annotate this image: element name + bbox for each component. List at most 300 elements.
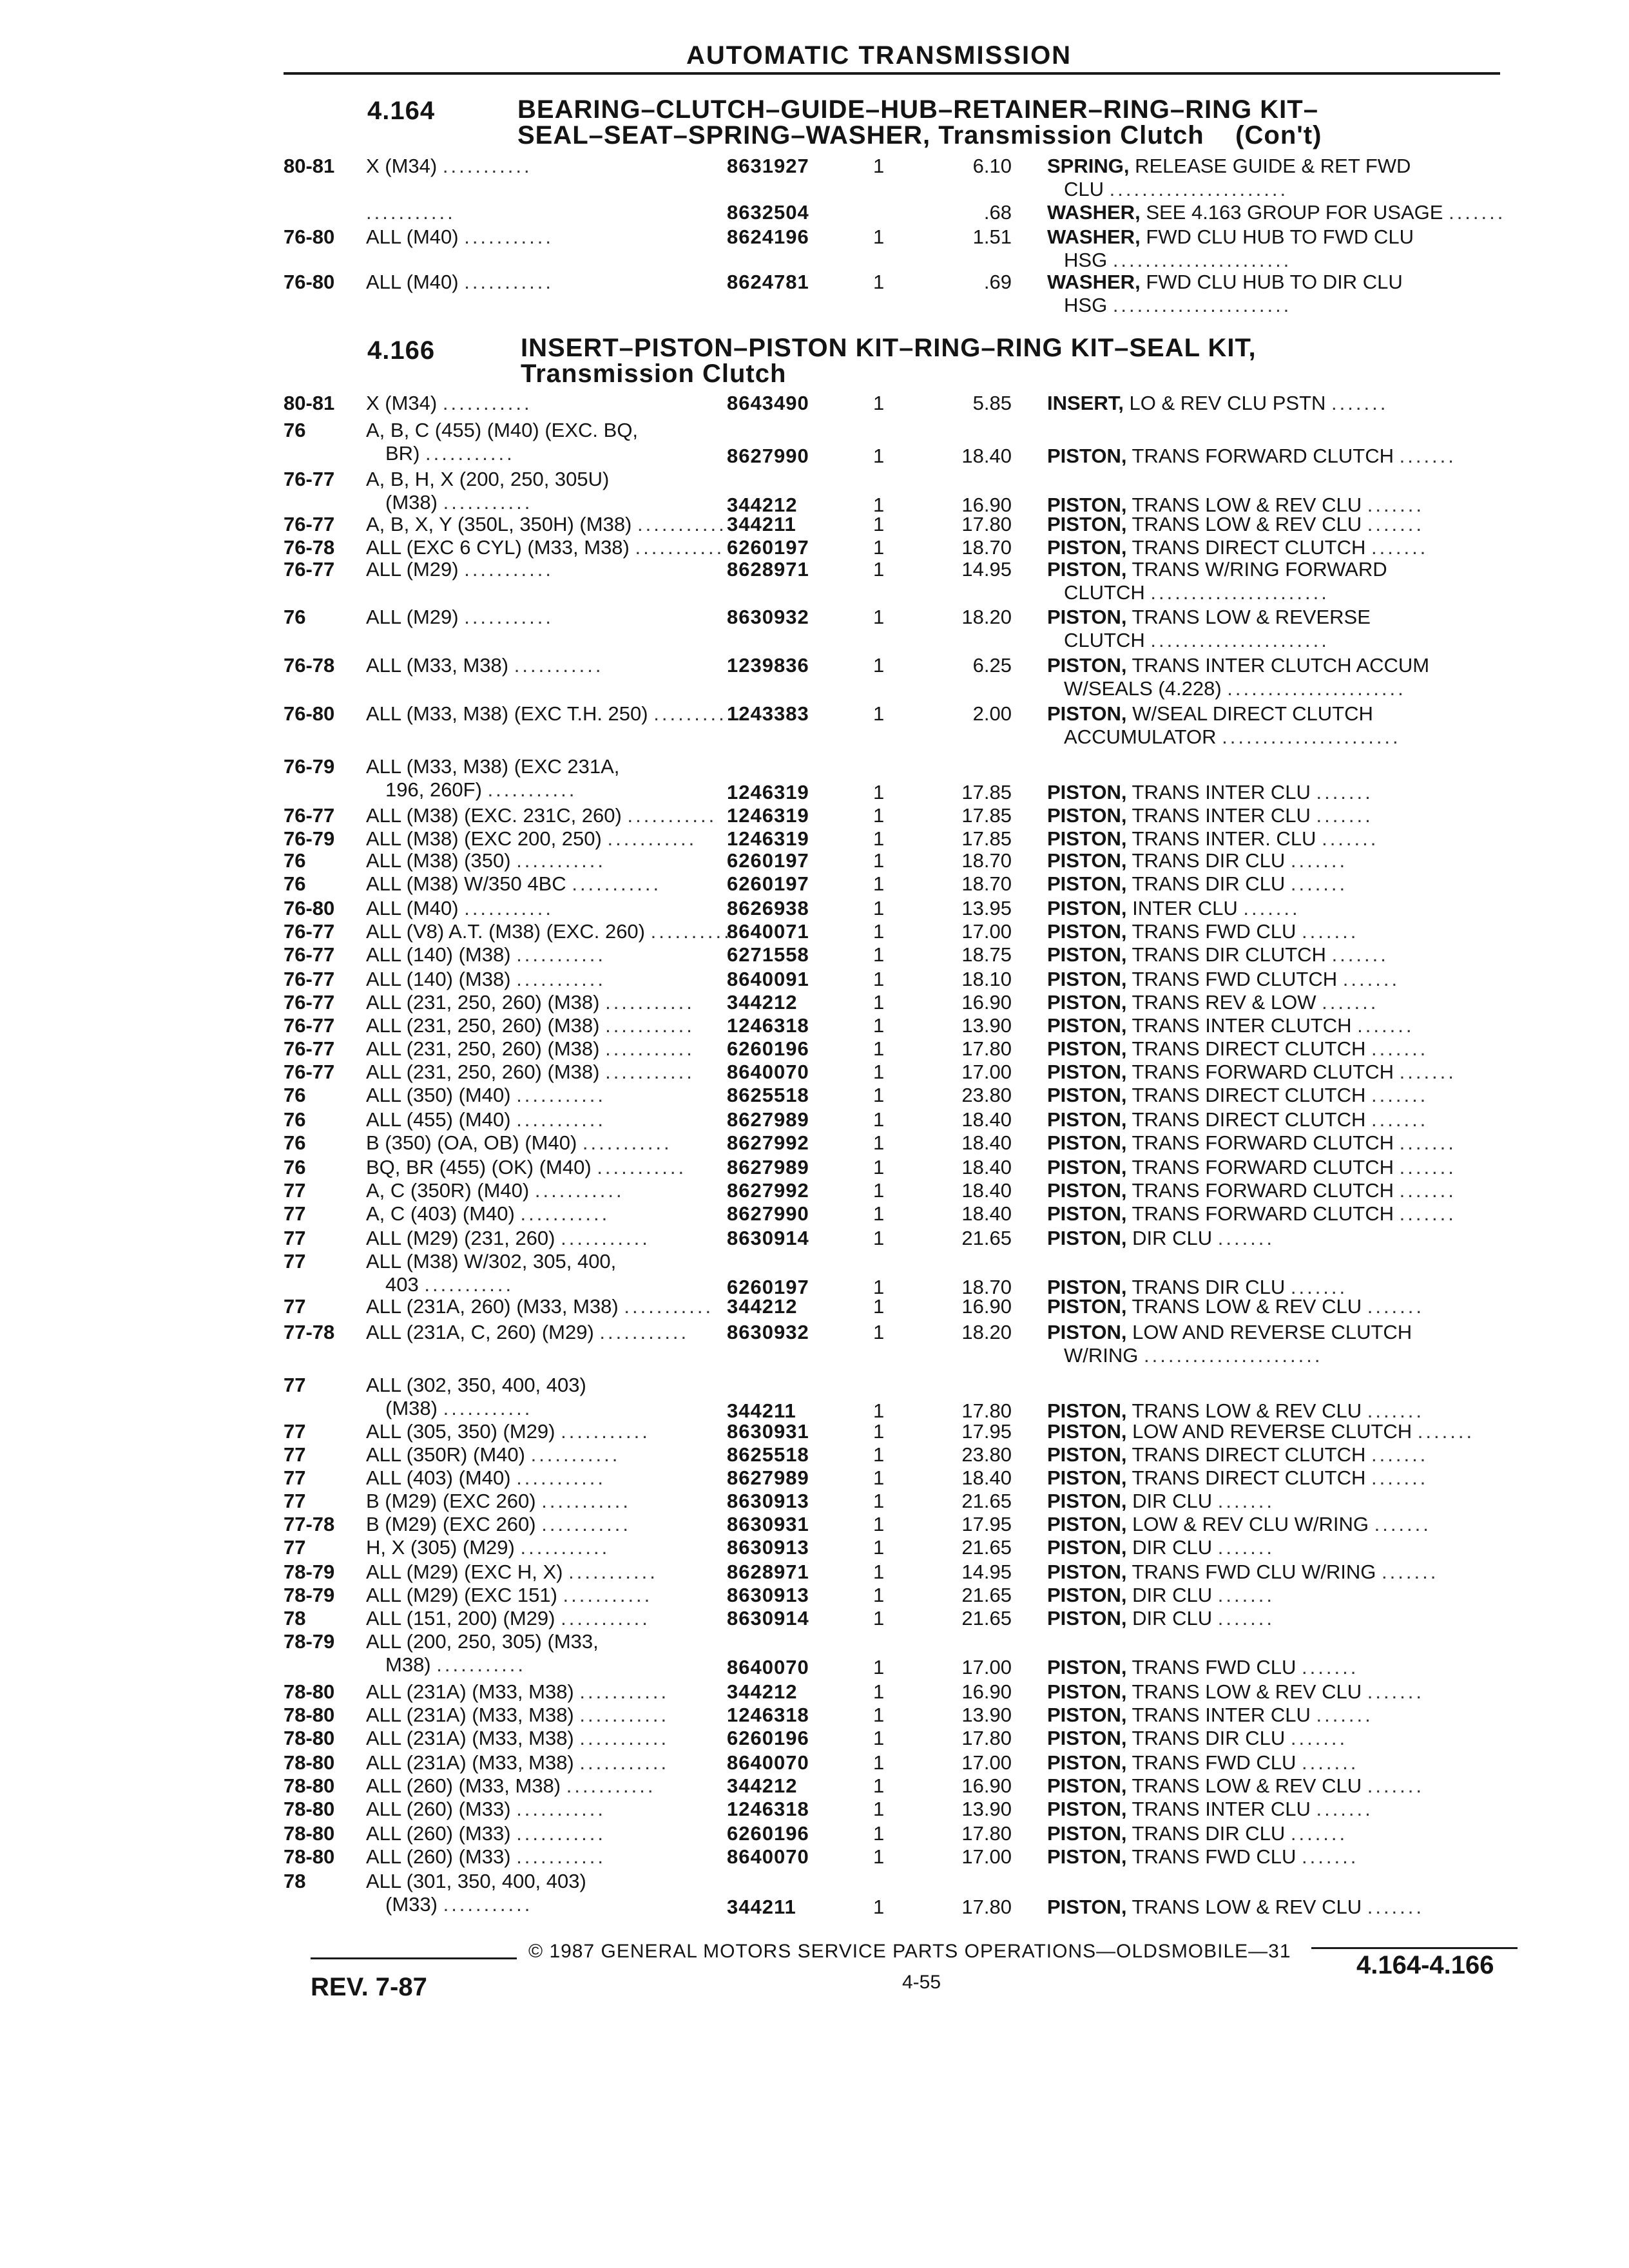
section-title (521, 335, 1257, 387)
part-number: 8640070 (727, 1845, 809, 1868)
description: PISTON, TRANS FORWARD CLUTCH ....... (1047, 445, 1456, 467)
part-name: WASHER, (1047, 271, 1141, 293)
description: PISTON, DIR CLU ....... (1047, 1584, 1275, 1606)
part-name: PISTON, (1047, 1584, 1127, 1606)
application-line1: ALL (200, 250, 305) (M33, (366, 1630, 599, 1653)
quantity: 1 (873, 271, 885, 293)
price: 16.90 (961, 1295, 1012, 1318)
application: ALL (140) (M38) ........... (366, 943, 606, 966)
description-line1: TRANS DIRECT CLUTCH (1132, 536, 1366, 559)
application: ALL (302, 350, 400, 403) (M38) ........... (366, 1374, 586, 1419)
description: PISTON, TRANS FORWARD CLUTCH ....... (1047, 1061, 1456, 1083)
part-name: PISTON, (1047, 1276, 1127, 1298)
part-number: 8640071 (727, 920, 809, 943)
application: A, C (403) (M40) ........... (366, 1202, 610, 1225)
application-line1: ALL (M29) (366, 558, 459, 581)
application-line1: A, B, H, X (200, 250, 305U) (366, 468, 610, 490)
part-name: PISTON, (1047, 1680, 1127, 1703)
price: 18.20 (961, 606, 1012, 628)
quantity: 1 (873, 1822, 885, 1845)
parts-row (0, 419, 1629, 470)
application: ALL (231, 250, 260) (M38) ........... (366, 991, 695, 1014)
quantity: 1 (873, 920, 885, 943)
part-number: 8624781 (727, 271, 809, 293)
description: PISTON, TRANS FORWARD CLUTCH ....... (1047, 1202, 1456, 1225)
quantity: 1 (873, 1399, 885, 1422)
model-year: 78-80 (284, 1822, 335, 1845)
part-name: PISTON, (1047, 1295, 1127, 1318)
application-line1: ALL (260) (M33) (366, 1845, 511, 1868)
description-line1: TRANS LOW & REV CLU (1132, 1774, 1362, 1797)
price: 17.85 (961, 827, 1012, 850)
section-number: 4.166 (367, 336, 436, 365)
price: 16.90 (961, 991, 1012, 1014)
part-number: 6260197 (727, 1276, 809, 1298)
model-year: 76-77 (284, 558, 335, 581)
model-year: 78-79 (284, 1584, 335, 1606)
parts-row (0, 1870, 1629, 1921)
quantity: 1 (873, 849, 885, 872)
price: 18.40 (961, 1156, 1012, 1178)
application: ALL (301, 350, 400, 403) (M33) ........... (366, 1870, 586, 1916)
part-number: 8628971 (727, 558, 809, 581)
application-line1: A, B, X, Y (350L, 350H) (M38) (366, 513, 632, 535)
description-line1: DIR CLU (1132, 1490, 1213, 1512)
model-year: 76 (284, 1108, 306, 1131)
application-line1: ALL (455) (M40) (366, 1108, 511, 1131)
application-line1: ALL (M29) (366, 606, 459, 628)
page-header-title: AUTOMATIC TRANSMISSION (686, 41, 1072, 70)
application: ALL (350) (M40) ........... (366, 1084, 606, 1106)
price: 17.80 (961, 1399, 1012, 1422)
description: PISTON, TRANS DIR CLU ....... (1047, 872, 1348, 895)
description-line1: TRANS LOW & REVERSE (1132, 606, 1371, 628)
price: 18.40 (961, 445, 1012, 467)
description: PISTON, TRANS FWD CLU ....... (1047, 920, 1359, 943)
quantity: 1 (873, 1704, 885, 1726)
part-name: PISTON, (1047, 1896, 1127, 1918)
part-name: PISTON, (1047, 1656, 1127, 1678)
quantity: 1 (873, 392, 885, 414)
part-number: 344211 (727, 513, 796, 535)
application-line1: ALL (231A) (M33, M38) (366, 1727, 574, 1749)
part-name: PISTON, (1047, 1751, 1127, 1774)
part-name: PISTON, (1047, 513, 1127, 535)
quantity: 1 (873, 513, 885, 535)
application-line1: X (M34) (366, 155, 438, 177)
price: 17.80 (961, 1727, 1012, 1749)
price: 13.95 (961, 897, 1012, 919)
application-line1: ALL (EXC 6 CYL) (M33, M38) (366, 536, 630, 559)
quantity: 1 (873, 1084, 885, 1106)
part-number: 8630913 (727, 1536, 809, 1559)
application-line1: ALL (M33, M38) (366, 654, 509, 677)
model-year: 76-79 (284, 827, 335, 850)
model-year: 76-77 (284, 468, 335, 490)
part-number: 8627989 (727, 1466, 809, 1489)
description: PISTON, TRANS DIR CLU ....... (1047, 1822, 1348, 1845)
model-year: 78 (284, 1870, 306, 1892)
description-line1: TRANS DIR CLU (1132, 872, 1286, 895)
part-number: 8628971 (727, 1561, 809, 1583)
section-title-line1: INSERT–PISTON–PISTON KIT–RING–RING KIT–SEAL KIT, (521, 334, 1257, 362)
description-line1: TRANS DIRECT CLUTCH (1132, 1108, 1366, 1131)
part-name: PISTON, (1047, 1704, 1127, 1726)
description: PISTON, TRANS INTER CLUTCH ....... (1047, 1014, 1414, 1037)
price: 21.65 (961, 1584, 1012, 1606)
description-line1: TRANS FORWARD CLUTCH (1132, 1179, 1394, 1202)
price: 18.70 (961, 536, 1012, 559)
part-number: 8630914 (727, 1607, 809, 1629)
application-line1: ALL (M40) (366, 271, 459, 293)
application-line1: ALL (M38) (350) (366, 849, 511, 872)
price: 6.10 (972, 155, 1012, 177)
application-line1: A, B, C (455) (M40) (EXC. BQ, (366, 419, 639, 441)
application: ALL (M40) ........... (366, 897, 554, 919)
application-line1: ALL (231, 250, 260) (M38) (366, 1014, 600, 1037)
part-number: 1239836 (727, 654, 809, 677)
application-line1: B (350) (OA, OB) (M40) (366, 1131, 577, 1154)
description: PISTON, TRANS INTER CLUTCH ACCUM W/SEALS (4.228) ...................... (1047, 654, 1430, 700)
application-line1: ALL (231A) (M33, M38) (366, 1751, 574, 1774)
application-line1: ALL (301, 350, 400, 403) (366, 1870, 586, 1892)
quantity: 1 (873, 1607, 885, 1629)
description-line1: TRANS FWD CLUTCH (1132, 968, 1338, 990)
model-year: 77 (284, 1202, 306, 1225)
quantity: 1 (873, 827, 885, 850)
model-year: 78-80 (284, 1798, 335, 1820)
quantity: 1 (873, 1845, 885, 1868)
model-year: 77 (284, 1466, 306, 1489)
quantity: 1 (873, 1202, 885, 1225)
price: .68 (983, 201, 1012, 224)
description-line1: TRANS FORWARD CLUTCH (1132, 1202, 1394, 1225)
description-line1: DIR CLU (1132, 1584, 1213, 1606)
quantity: 1 (873, 1584, 885, 1606)
part-name: PISTON, (1047, 781, 1127, 803)
description: PISTON, TRANS INTER CLU ....... (1047, 1704, 1373, 1726)
description-line1: W/SEAL DIRECT CLUTCH (1132, 702, 1373, 725)
application: A, C (350R) (M40) ........... (366, 1179, 624, 1202)
application: ALL (M33, M38) ........... (366, 654, 604, 677)
description-line1: TRANS FWD CLU (1132, 920, 1296, 943)
application: B (350) (OA, OB) (M40) ........... (366, 1131, 672, 1154)
part-name: WASHER, (1047, 226, 1141, 248)
application: ALL (231A) (M33, M38) ........... (366, 1727, 670, 1749)
description-line1: TRANS DIR CLU (1132, 1276, 1286, 1298)
application-line2: M38) (385, 1653, 431, 1676)
description-line1: TRANS REV & LOW (1132, 991, 1316, 1014)
part-name: WASHER, (1047, 201, 1141, 224)
price: 18.40 (961, 1202, 1012, 1225)
model-year: 77 (284, 1295, 306, 1318)
quantity: 1 (873, 1896, 885, 1918)
part-name: PISTON, (1047, 445, 1127, 467)
price: .69 (983, 271, 1012, 293)
application-line1: B (M29) (EXC 260) (366, 1513, 536, 1535)
description-line1: SEE 4.163 GROUP FOR USAGE (1146, 201, 1443, 224)
part-name: PISTON, (1047, 1466, 1127, 1489)
quantity: 1 (873, 1727, 885, 1749)
price: 18.20 (961, 1321, 1012, 1343)
part-name: PISTON, (1047, 702, 1127, 725)
model-year: 77 (284, 1420, 306, 1443)
application: ALL (M40) ........... (366, 226, 554, 248)
application-line1: A, C (350R) (M40) (366, 1179, 530, 1202)
parts-row (0, 702, 1629, 754)
part-number: 344211 (727, 1399, 796, 1422)
application: ALL (231A) (M33, M38) ........... (366, 1680, 670, 1703)
description-line1: FWD CLU HUB TO DIR CLU (1146, 271, 1403, 293)
description-line1: TRANS DIR CLU (1132, 1727, 1286, 1749)
description-line2: CLU (1064, 178, 1104, 200)
part-number: 1246318 (727, 1014, 809, 1037)
application: ALL (M29) ........... (366, 606, 554, 628)
application-line1: ALL (260) (M33) (366, 1822, 511, 1845)
application-line2: 196, 260F) (385, 778, 482, 801)
price: 21.65 (961, 1227, 1012, 1249)
description: PISTON, TRANS DIRECT CLUTCH ....... (1047, 1466, 1429, 1489)
part-name: PISTON, (1047, 1798, 1127, 1820)
quantity: 1 (873, 968, 885, 990)
parts-row (0, 1630, 1629, 1682)
description-line1: TRANS DIRECT CLUTCH (1132, 1037, 1366, 1060)
application-line1: ALL (M40) (366, 897, 459, 919)
description: PISTON, TRANS DIRECT CLUTCH ....... (1047, 1084, 1429, 1106)
description: PISTON, TRANS REV & LOW ....... (1047, 991, 1379, 1014)
description-line1: TRANS LOW & REV CLU (1132, 1399, 1362, 1422)
application-line1: ALL (M38) (EXC 200, 250) (366, 827, 602, 850)
description-line1: TRANS DIR CLUTCH (1132, 943, 1326, 966)
description-line1: TRANS DIR CLU (1132, 1822, 1286, 1845)
application-line1: ALL (231, 250, 260) (M38) (366, 1037, 600, 1060)
part-name: PISTON, (1047, 1131, 1127, 1154)
parts-row (0, 226, 1629, 277)
application: A, B, X, Y (350L, 350H) (M38) ........... (366, 513, 727, 535)
price: 23.80 (961, 1084, 1012, 1106)
parts-row (0, 606, 1629, 657)
quantity: 1 (873, 1295, 885, 1318)
description-line1: TRANS FWD CLU (1132, 1751, 1296, 1774)
part-name: PISTON, (1047, 897, 1127, 919)
quantity: 1 (873, 1037, 885, 1060)
parts-row (0, 755, 1629, 807)
model-year: 76-78 (284, 536, 335, 559)
application: ALL (403) (M40) ........... (366, 1466, 606, 1489)
description-line1: LO & REV CLU PSTN (1129, 392, 1326, 414)
application-line1: ALL (231A) (M33, M38) (366, 1680, 574, 1703)
quantity: 1 (873, 445, 885, 467)
part-number: 344212 (727, 1295, 798, 1318)
description: PISTON, TRANS LOW & REV CLU ....... (1047, 513, 1425, 535)
description: PISTON, TRANS DIRECT CLUTCH ....... (1047, 1443, 1429, 1466)
part-number: 6260197 (727, 872, 809, 895)
quantity: 1 (873, 1420, 885, 1443)
part-number: 8632504 (727, 201, 809, 224)
description: PISTON, TRANS DIRECT CLUTCH ....... (1047, 536, 1429, 559)
price: 17.00 (961, 1061, 1012, 1083)
application: ALL (231A, 260) (M33, M38) ........... (366, 1295, 714, 1318)
part-number: 6271558 (727, 943, 809, 966)
part-number: 8630913 (727, 1490, 809, 1512)
model-year: 76-77 (284, 943, 335, 966)
part-name: PISTON, (1047, 920, 1127, 943)
model-year: 76-78 (284, 654, 335, 677)
part-name: PISTON, (1047, 1607, 1127, 1629)
section-subtitle: Transmission Clutch (521, 360, 787, 388)
quantity: 1 (873, 1227, 885, 1249)
model-year: 78-80 (284, 1751, 335, 1774)
application: ALL (M29) ........... (366, 558, 554, 581)
description: PISTON, TRANS FWD CLU W/RING ....... (1047, 1561, 1439, 1583)
application-line1: ALL (M38) (EXC. 231C, 260) (366, 804, 622, 827)
price: 17.00 (961, 920, 1012, 943)
description: PISTON, TRANS DIRECT CLUTCH ....... (1047, 1108, 1429, 1131)
quantity: 1 (873, 494, 885, 516)
quantity: 1 (873, 1561, 885, 1583)
application: ALL (M38) (EXC. 231C, 260) ........... (366, 804, 717, 827)
application-line1: ALL (260) (M33, M38) (366, 1774, 561, 1797)
price: 17.85 (961, 804, 1012, 827)
application: ALL (231A, C, 260) (M29) ........... (366, 1321, 689, 1343)
application-line1: ALL (V8) A.T. (M38) (EXC. 260) (366, 920, 646, 943)
description: PISTON, DIR CLU ....... (1047, 1607, 1275, 1629)
part-name: PISTON, (1047, 804, 1127, 827)
model-year: 76-80 (284, 897, 335, 919)
application-line2: (M38) (385, 1397, 438, 1419)
description-line1: RELEASE GUIDE & RET FWD (1135, 155, 1411, 177)
part-number: 8630931 (727, 1420, 809, 1443)
parts-row (0, 155, 1629, 206)
quantity: 1 (873, 1680, 885, 1703)
part-name: PISTON, (1047, 558, 1127, 581)
description-line2: W/SEALS (4.228) (1064, 677, 1222, 700)
application: ALL (M38) (350) ........... (366, 849, 606, 872)
application: ALL (M33, M38) (EXC T.H. 250) ........... (366, 702, 743, 725)
application: ALL (260) (M33) ........... (366, 1845, 606, 1868)
description: PISTON, TRANS INTER CLU ....... (1047, 781, 1373, 803)
footer-section-range: 4.164-4.166 (1356, 1951, 1494, 1979)
description: PISTON, INTER CLU ....... (1047, 897, 1300, 919)
description-line1: TRANS FORWARD CLUTCH (1132, 1061, 1394, 1083)
description: PISTON, TRANS FWD CLUTCH ....... (1047, 968, 1400, 990)
price: 21.65 (961, 1607, 1012, 1629)
quantity: 1 (873, 606, 885, 628)
description: WASHER, FWD CLU HUB TO DIR CLU HSG ...................... (1047, 271, 1403, 316)
quantity: 1 (873, 1108, 885, 1131)
part-number: 1246318 (727, 1798, 809, 1820)
part-number: 1246319 (727, 781, 809, 803)
description: PISTON, TRANS INTER. CLU ....... (1047, 827, 1379, 850)
part-name: PISTON, (1047, 1061, 1127, 1083)
description-line1: TRANS INTER CLUTCH (1132, 1014, 1352, 1037)
price: 17.85 (961, 781, 1012, 803)
description: WASHER, FWD CLU HUB TO FWD CLU HSG ...................... (1047, 226, 1414, 271)
part-name: PISTON, (1047, 1845, 1127, 1868)
description: PISTON, TRANS INTER CLU ....... (1047, 1798, 1373, 1820)
application: ALL (231A) (M33, M38) ........... (366, 1704, 670, 1726)
application-line1: ALL (305, 350) (M29) (366, 1420, 555, 1443)
part-number: 1246318 (727, 1704, 809, 1726)
price: 17.95 (961, 1420, 1012, 1443)
description-line1: LOW AND REVERSE CLUTCH (1132, 1321, 1412, 1343)
description: PISTON, TRANS FORWARD CLUTCH ....... (1047, 1156, 1456, 1178)
application: ALL (M29) (231, 260) ........... (366, 1227, 650, 1249)
description: WASHER, SEE 4.163 GROUP FOR USAGE ....... (1047, 201, 1506, 224)
application: ALL (EXC 6 CYL) (M33, M38) ........... (366, 536, 725, 559)
part-name: PISTON, (1047, 1774, 1127, 1797)
application-line1: ALL (302, 350, 400, 403) (366, 1374, 586, 1396)
description: PISTON, W/SEAL DIRECT CLUTCH ACCUMULATOR ...................... (1047, 702, 1401, 748)
model-year: 76-77 (284, 1037, 335, 1060)
description-line1: TRANS DIRECT CLUTCH (1132, 1084, 1366, 1106)
application-line1: ALL (M29) (231, 260) (366, 1227, 555, 1249)
description: PISTON, TRANS LOW & REV CLU ....... (1047, 1680, 1425, 1703)
description-line1: INTER CLU (1132, 897, 1238, 919)
application: ........... (366, 201, 456, 224)
part-number: 8625518 (727, 1443, 809, 1466)
model-year: 76-80 (284, 226, 335, 248)
description-line2: CLUTCH (1064, 581, 1145, 604)
model-year: 76-80 (284, 702, 335, 725)
model-year: 78-80 (284, 1845, 335, 1868)
part-number: 8640091 (727, 968, 809, 990)
model-year: 76-77 (284, 1061, 335, 1083)
part-number: 344212 (727, 494, 798, 516)
parts-row (0, 1374, 1629, 1425)
part-name: PISTON, (1047, 1399, 1127, 1422)
price: 18.40 (961, 1108, 1012, 1131)
price: 16.90 (961, 1680, 1012, 1703)
description-line1: TRANS INTER CLU (1132, 1704, 1311, 1726)
model-year: 76 (284, 872, 306, 895)
quantity: 1 (873, 1061, 885, 1083)
model-year: 77 (284, 1374, 306, 1396)
application: ALL (231, 250, 260) (M38) ........... (366, 1014, 695, 1037)
price: 1.51 (972, 226, 1012, 248)
section-title (517, 97, 1322, 148)
application: B (M29) (EXC 260) ........... (366, 1490, 631, 1512)
application-line1: ALL (350) (M40) (366, 1084, 511, 1106)
part-name: PISTON, (1047, 1561, 1127, 1583)
application: ALL (M29) (EXC 151) ........... (366, 1584, 653, 1606)
model-year: 78-80 (284, 1704, 335, 1726)
section-title-line1: BEARING–CLUTCH–GUIDE–HUB–RETAINER–RING–RING KIT– (517, 95, 1318, 124)
application-line1: ALL (M38) W/350 4BC (366, 872, 566, 895)
application: ALL (231, 250, 260) (M38) ........... (366, 1037, 695, 1060)
description: PISTON, TRANS FWD CLU ....... (1047, 1656, 1359, 1678)
model-year: 76-80 (284, 271, 335, 293)
quantity: 1 (873, 226, 885, 248)
description: PISTON, TRANS DIR CLUTCH ....... (1047, 943, 1389, 966)
application: ALL (M38) W/302, 305, 400, 403 ........... (366, 1250, 617, 1296)
description-line1: TRANS FWD CLU (1132, 1845, 1296, 1868)
price: 2.00 (972, 702, 1012, 725)
part-number: 8625518 (727, 1084, 809, 1106)
part-number: 8630913 (727, 1584, 809, 1606)
part-number: 8640070 (727, 1656, 809, 1678)
part-name: PISTON, (1047, 943, 1127, 966)
part-number: 6260196 (727, 1822, 809, 1845)
application: X (M34) ........... (366, 155, 532, 177)
model-year: 76-79 (284, 755, 335, 778)
quantity: 1 (873, 781, 885, 803)
application-line1: ALL (231, 250, 260) (M38) (366, 1061, 600, 1083)
description-line1: TRANS INTER CLU (1132, 804, 1311, 827)
quantity: 1 (873, 1513, 885, 1535)
part-number: 1243383 (727, 702, 809, 725)
application: ALL (151, 200) (M29) ........... (366, 1607, 650, 1629)
